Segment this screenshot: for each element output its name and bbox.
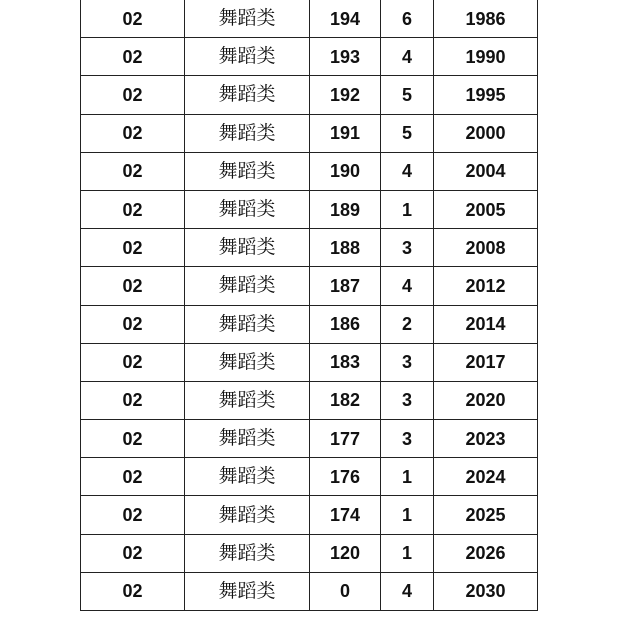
table-row [81, 534, 538, 572]
table-row [81, 381, 538, 419]
cell-code: 02 [81, 190, 185, 228]
cell-code: 02 [81, 0, 185, 38]
cell-count: 4 [381, 572, 434, 610]
table-row [81, 114, 538, 152]
cell-code: 02 [81, 229, 185, 267]
cell-category: 舞蹈类 [185, 267, 310, 305]
cell-cumulative-rank: 1990 [434, 38, 538, 76]
cell-count: 5 [381, 114, 434, 152]
cell-cumulative-rank: 1995 [434, 76, 538, 114]
cell-score: 183 [310, 343, 381, 381]
table-row [81, 0, 538, 38]
table-row [81, 305, 538, 343]
cell-category: 舞蹈类 [185, 152, 310, 190]
cell-count: 4 [381, 267, 434, 305]
table-row [81, 458, 538, 496]
cell-category: 舞蹈类 [185, 420, 310, 458]
cell-code: 02 [81, 114, 185, 152]
cell-count: 1 [381, 534, 434, 572]
cell-cumulative-rank: 2025 [434, 496, 538, 534]
cell-cumulative-rank: 2023 [434, 420, 538, 458]
cell-category: 舞蹈类 [185, 229, 310, 267]
cell-code: 02 [81, 343, 185, 381]
cell-score: 193 [310, 38, 381, 76]
cell-score: 120 [310, 534, 381, 572]
cell-score: 192 [310, 76, 381, 114]
cell-category: 舞蹈类 [185, 534, 310, 572]
cell-category: 舞蹈类 [185, 38, 310, 76]
cell-code: 02 [81, 496, 185, 534]
cell-score: 187 [310, 267, 381, 305]
cell-count: 6 [381, 0, 434, 38]
cell-code: 02 [81, 38, 185, 76]
cell-cumulative-rank: 2005 [434, 190, 538, 228]
cell-cumulative-rank: 2000 [434, 114, 538, 152]
cell-category: 舞蹈类 [185, 496, 310, 534]
cell-score: 194 [310, 0, 381, 38]
table-row [81, 420, 538, 458]
cell-count: 3 [381, 381, 434, 419]
cell-count: 1 [381, 458, 434, 496]
table-row [81, 152, 538, 190]
cell-cumulative-rank: 2017 [434, 343, 538, 381]
cell-score: 182 [310, 381, 381, 419]
cell-code: 02 [81, 572, 185, 610]
table-row [81, 76, 538, 114]
table-row [81, 496, 538, 534]
cell-cumulative-rank: 2020 [434, 381, 538, 419]
cell-code: 02 [81, 305, 185, 343]
cell-count: 1 [381, 496, 434, 534]
cell-count: 4 [381, 38, 434, 76]
cell-code: 02 [81, 76, 185, 114]
cell-score: 186 [310, 305, 381, 343]
cell-count: 3 [381, 343, 434, 381]
score-table [80, 0, 538, 611]
cell-category: 舞蹈类 [185, 190, 310, 228]
cell-code: 02 [81, 534, 185, 572]
cell-cumulative-rank: 2014 [434, 305, 538, 343]
cell-cumulative-rank: 2026 [434, 534, 538, 572]
cell-score: 177 [310, 420, 381, 458]
cell-category: 舞蹈类 [185, 114, 310, 152]
cell-score: 176 [310, 458, 381, 496]
cell-cumulative-rank: 2024 [434, 458, 538, 496]
cell-category: 舞蹈类 [185, 572, 310, 610]
cell-code: 02 [81, 381, 185, 419]
cell-code: 02 [81, 152, 185, 190]
cell-category: 舞蹈类 [185, 305, 310, 343]
cell-code: 02 [81, 267, 185, 305]
cell-count: 1 [381, 190, 434, 228]
cell-cumulative-rank: 2004 [434, 152, 538, 190]
cell-category: 舞蹈类 [185, 76, 310, 114]
cell-score: 188 [310, 229, 381, 267]
cell-score: 189 [310, 190, 381, 228]
cell-count: 3 [381, 420, 434, 458]
table-row [81, 267, 538, 305]
cell-score: 0 [310, 572, 381, 610]
cell-count: 5 [381, 76, 434, 114]
cell-code: 02 [81, 458, 185, 496]
cell-count: 3 [381, 229, 434, 267]
cell-score: 190 [310, 152, 381, 190]
cell-count: 2 [381, 305, 434, 343]
table-row [81, 190, 538, 228]
cell-cumulative-rank: 2030 [434, 572, 538, 610]
table-row [81, 572, 538, 610]
cell-count: 4 [381, 152, 434, 190]
cell-category: 舞蹈类 [185, 458, 310, 496]
table-row [81, 229, 538, 267]
table-row [81, 38, 538, 76]
cell-category: 舞蹈类 [185, 381, 310, 419]
cell-cumulative-rank: 2012 [434, 267, 538, 305]
cell-code: 02 [81, 420, 185, 458]
cell-cumulative-rank: 2008 [434, 229, 538, 267]
cell-score: 191 [310, 114, 381, 152]
cell-category: 舞蹈类 [185, 343, 310, 381]
table-body [81, 0, 538, 611]
cell-category: 舞蹈类 [185, 0, 310, 38]
cell-score: 174 [310, 496, 381, 534]
cell-cumulative-rank: 1986 [434, 0, 538, 38]
table-row [81, 343, 538, 381]
